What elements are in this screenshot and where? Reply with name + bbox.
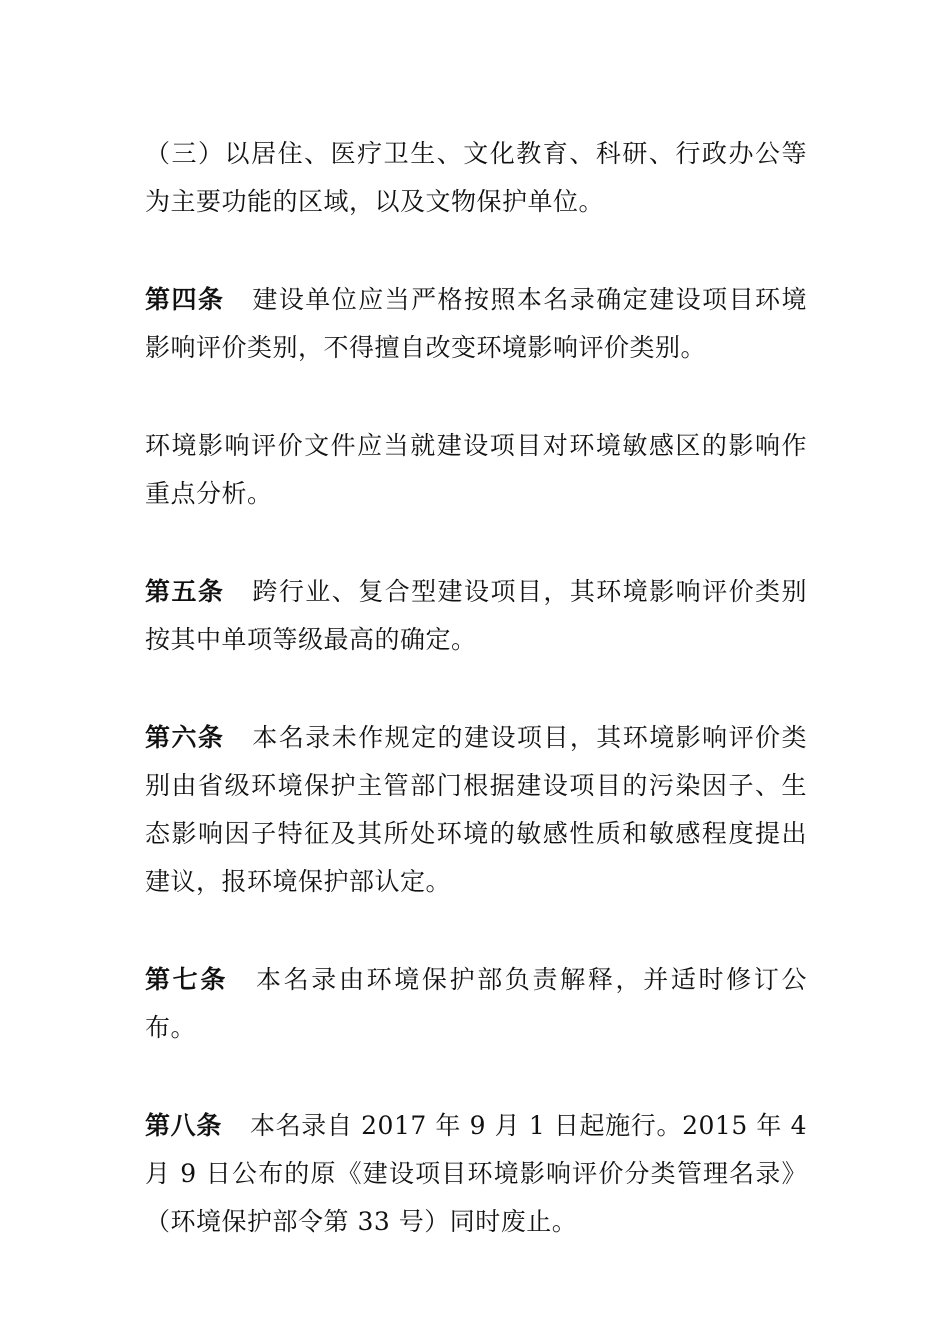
paragraph-text: 环境影响评价文件应当就建设项目对环境敏感区的影响作重点分析。 bbox=[145, 431, 807, 508]
article-number: 第五条 bbox=[145, 577, 225, 606]
paragraph-article-6 bbox=[145, 714, 807, 906]
article-number: 第四条 bbox=[145, 285, 225, 314]
paragraph-clause-3 bbox=[145, 130, 807, 226]
article-number: 第六条 bbox=[145, 723, 225, 752]
article-number: 第七条 bbox=[145, 965, 228, 994]
paragraph-article-7 bbox=[145, 956, 807, 1052]
paragraph-text: （三）以居住、医疗卫生、文化教育、科研、行政办公等为主要功能的区域，以及文物保护单位。 bbox=[145, 139, 807, 216]
paragraph-article-5 bbox=[145, 568, 807, 664]
paragraph-text: 本名录由环境保护部负责解释，并适时修订公布。 bbox=[145, 965, 807, 1042]
document-page bbox=[145, 130, 807, 1246]
paragraph-text: 建设单位应当严格按照本名录确定建设项目环境影响评价类别，不得擅自改变环境影响评价类别。 bbox=[145, 285, 807, 362]
paragraph-article-4-cont bbox=[145, 422, 807, 518]
paragraph-text: 跨行业、复合型建设项目，其环境影响评价类别按其中单项等级最高的确定。 bbox=[145, 577, 807, 654]
paragraph-article-8 bbox=[145, 1102, 807, 1246]
paragraph-text: 本名录自 2017 年 9 月 1 日起施行。2015 年 4 月 9 日公布的原《建设项目环境影响评价分类管理名录》（环境保护部令第 33 号）同时废止。 bbox=[145, 1111, 807, 1236]
paragraph-article-4 bbox=[145, 276, 807, 372]
article-number: 第八条 bbox=[145, 1111, 222, 1140]
paragraph-text: 本名录未作规定的建设项目，其环境影响评价类别由省级环境保护主管部门根据建设项目的污染因子、生态影响因子特征及其所处环境的敏感性质和敏感程度提出建议，报环境保护部认定。 bbox=[145, 723, 807, 896]
